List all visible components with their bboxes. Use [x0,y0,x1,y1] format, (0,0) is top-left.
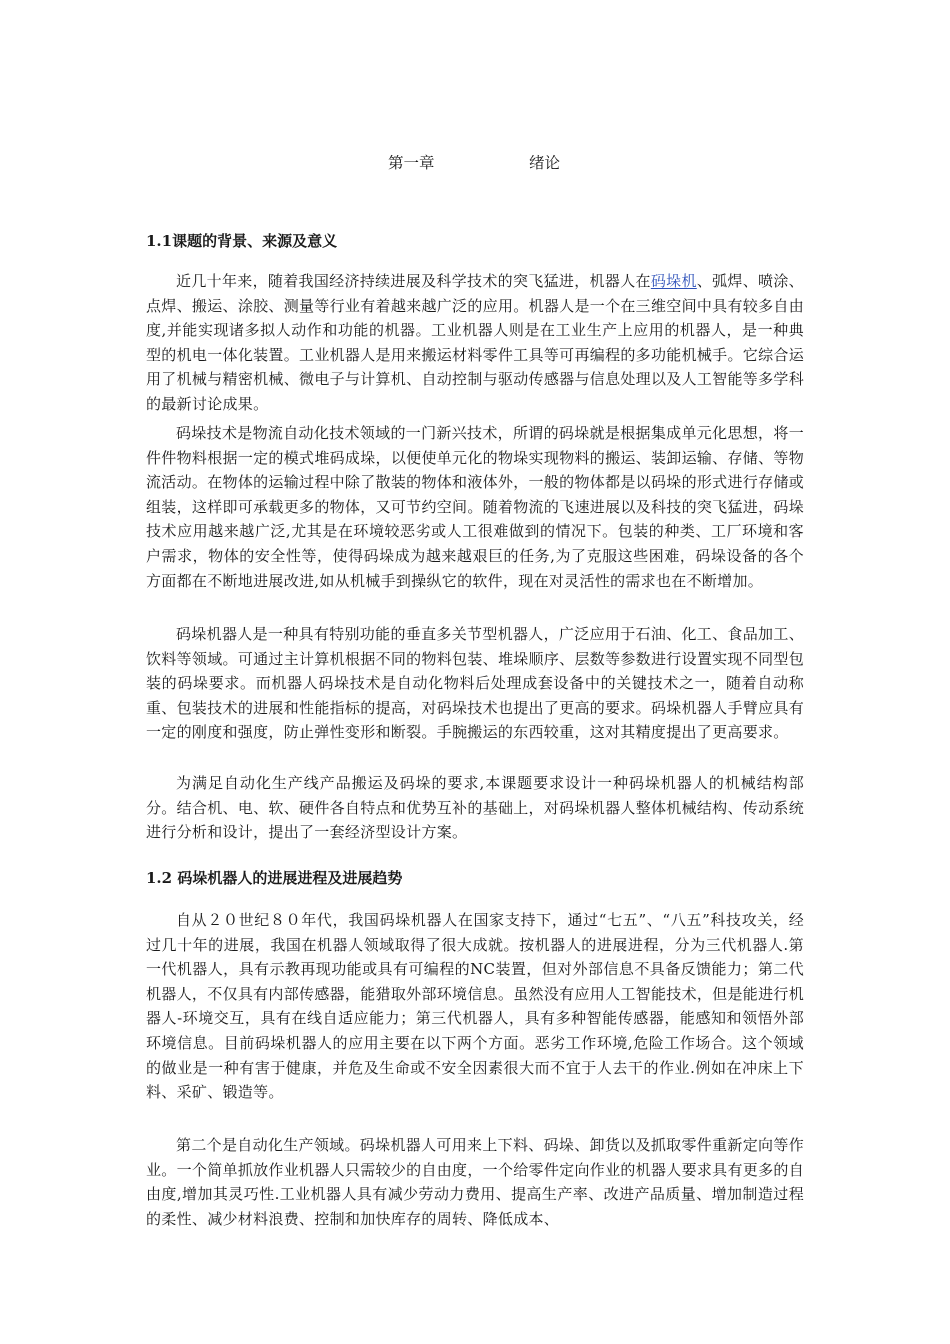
section-heading-1-1: 1.1课题的背景、来源及意义 [146,232,338,250]
paragraph-1-2-1: 自从２０世纪８０年代，我国码垛机器人在国家支持下，通过“七五”、“八五”科技攻关，经过几十年的进展，我国在机器人领域取得了很大成就。按机器人的进展进程，分为三代机器人.第一代机器人，具有示教再现功能或具有可编程的NC装置，但对外部信息不具备反馈能力；第二代机器人，不仅具有内部传感器，能猎取外部环境信息。虽然没有应用人工智能技术，但是能进行机器人-环境交互，具有在线自适应能力；第三代机器人，具有多种智能传感器，能感知和领悟外部环境信息。目前码垛机器人的应用主要在以下两个方面。恶劣工作环境,危险工作场合。这个领域的做业是一种有害于健康，并危及生命或不安全因素很大而不宜于人去干的作业.例如在冲床上下料、采矿、锻造等。 [146,911,804,1102]
chapter-title [0,151,950,177]
paragraph-1-1-4: 为满足自动化生产线产品搬运及码垛的要求,本课题要求设计一种码垛机器人的机械结构部分。结合机、电、软、硬件各自特点和优势互补的基础上，对码垛机器人整体机械结构、传动系统进行分析和设计，提出了一套经济型设计方案。 [146,774,804,842]
paragraph-1-1-2: 码垛技术是物流自动化技术领域的一门新兴技术，所谓的码垛就是根据集成单元化思想，将一件件物料根据一定的模式堆码成垛，以便使单元化的物垛实现物料的搬运、装卸运输、存储、等物流活动。在物体的运输过程中除了散装的物体和液体外，一般的物体都是以码垛的形式进行存储或组装，这样即可承载更多的物体，又可节约空间。随着物流的飞速进展以及科技的突飞猛进，码垛技术应用越来越广泛,尤其是在环境较恶劣或人工很难做到的情况下。包装的种类、工厂环境和客户需求，物体的安全性等，使得码垛成为越来越艰巨的任务,为了克服这些困难，码垛设备的各个方面都在不断地进展改进,如从机械手到操纵它的软件，现在对灵活性的需求也在不断增加。 [146,424,804,590]
paragraph-1-2-2: 第二个是自动化生产领域。码垛机器人可用来上下料、码垛、卸货以及抓取零件重新定向等作业。一个简单抓放作业机器人只需较少的自由度，一个给零件定向作业的机器人要求具有更多的自由度,增加其灵巧性.工业机器人具有减少劳动力费用、提高生产率、改进产品质量、增加制造过程的柔性、减少材料浪费、控制和加快库存的周转、降低成本、 [146,1136,804,1228]
chapter-number: 第一章 [388,154,435,172]
palletizer-link[interactable]: 码垛机 [650,272,697,290]
paragraph-text: 、弧焊、喷涂、点焊、搬运、涂胶、测量等行业有着越来越广泛的应用。机器人是一个在三维空间中具有较多自由度,并能实现诸多拟人动作和功能的机器。工业机器人则是在工业生产上应用的机器人，是一种典型的机电一体化装置。工业机器人是用来搬运材料零件工具等可再编程的多功能机械手。它综合运用了机械与精密机械、微电子与计算机、自动控制与驱动传感器与信息处理以及人工智能等多学科的最新讨论成果。 [146,272,804,413]
chapter-name: 绪论 [529,154,561,172]
paragraph-text: 近几十年来，随着我国经济持续进展及科学技术的突飞猛进，机器人在 [176,272,651,290]
section-heading-1-2: 1.2 码垛机器人的进展进程及进展趋势 [146,869,403,887]
paragraph-1-1-3: 码垛机器人是一种具有特别功能的垂直多关节型机器人，广泛应用于石油、化工、食品加工、饮料等领域。可通过主计算机根据不同的物料包装、堆垛顺序、层数等参数进行设置实现不同型包装的码垛要求。而机器人码垛技术是自动化物料后处理成套设备中的关键技术之一，随着自动称重、包装技术的进展和性能指标的提高，对码垛技术也提出了更高的要求。码垛机器人手臂应具有一定的刚度和强度，防止弹性变形和断裂。手腕搬运的东西较重，这对其精度提出了更高要求。 [146,625,804,742]
paragraph-1-1-1 [146,269,804,417]
